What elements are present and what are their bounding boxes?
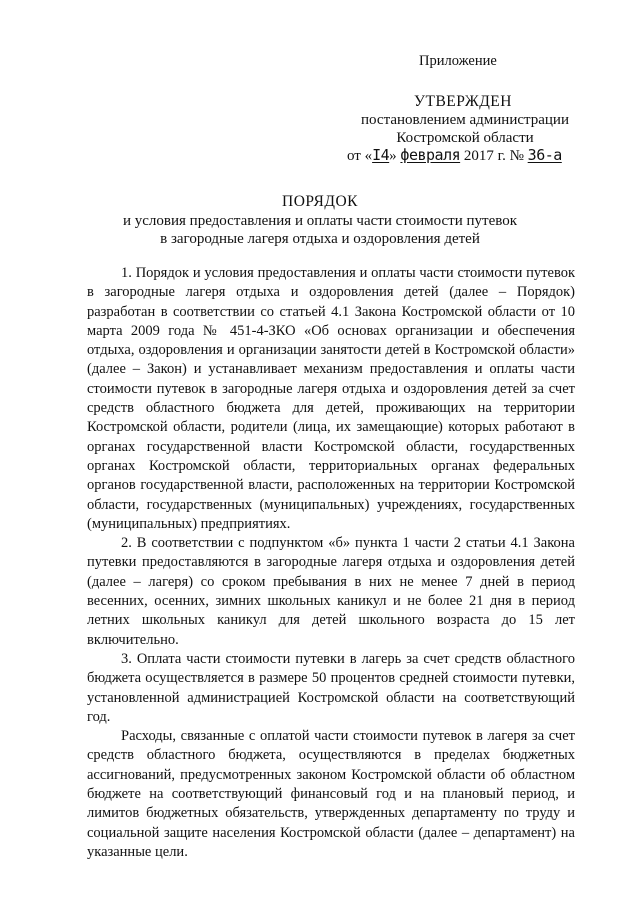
approved-heading: УТВЕРЖДЕН bbox=[414, 93, 512, 110]
paragraph-4: Расходы, связанные с оплатой части стоимости путевок в лагеря за счет средств областного бюджета, осуществляются в пределах бюджетных ассигнований, предусмотренных законом Костромской области об областном бюджете на соответствующий финансовый год и на плановый период, и лимитов бюджетных обязательств, утвержденных департаменту по труду и социальной защите населения Костромской области (далее – департамент) на указанные цели. bbox=[87, 728, 575, 860]
date-year: 2017 г. № bbox=[460, 148, 528, 164]
appendix-label: Приложение bbox=[419, 53, 497, 69]
document-subtitle-line-2: в загородные лагеря отдыха и оздоровления детей bbox=[160, 231, 480, 247]
date-mid: » bbox=[389, 148, 401, 164]
paragraph-1: 1. Порядок и условия предоставления и оплаты части стоимости путевок в загородные лагеря отдыха и оздоровления детей (далее – Порядок) разработан в соответствии со статьей 4.1 Закона Костромской области от 10 марта 2009 года № 451-4-ЗКО «Об основах организации и обеспечения отдыха, оздоровления и организации занятости детей в Костромской области» (далее – Закон) и устанавливает механизм предоставления и оплаты части стоимости путевок в загородные лагеря отдыха и оздоровления детей за счет средств областного бюджета для детей, проживающих на территории Костромской области, родители (лица, их замещающие) которых работают в органах государственной власти Костромской области, государственных органах Костромской области, территориальных органах федеральных органов государственной власти, расположенных на территории Костромской области, государственных (муниципальных) учреждениях, государственных (муниципальных) предприятиях. bbox=[87, 265, 575, 532]
approved-by-line-2: Костромской области bbox=[396, 130, 534, 146]
document-title: ПОРЯДОК bbox=[282, 193, 358, 210]
date-month: февраля bbox=[400, 146, 461, 164]
paragraph-2: 2. В соответствии с подпунктом «б» пункта 1 части 2 статьи 4.1 Закона путевки предоставляются в загородные лагеря отдыха и оздоровления детей (далее – лагеря) со сроком пребывания в них не менее 7 дней в период весенних, осенних, зимних школьных каникул и не более 21 дня в период летних школьных каникул для детей школьного возраста до 15 лет включительно. bbox=[87, 535, 575, 648]
document-subtitle-line-1: и условия предоставления и оплаты части стоимости путевок bbox=[123, 213, 517, 229]
approved-by-line-1: постановлением администрации bbox=[361, 112, 569, 128]
date-prefix: от « bbox=[347, 148, 373, 164]
date-day: I4 bbox=[372, 146, 390, 164]
document-body bbox=[87, 264, 575, 862]
approval-date-line bbox=[347, 146, 562, 165]
paragraph-3: 3. Оплата части стоимости путевки в лагерь за счет средств областного бюджета осуществляется в размере 50 процентов средней стоимости путевки, установленной администрацией Костромской области на соответствующий год. bbox=[87, 650, 575, 725]
decree-number: 36-а bbox=[527, 146, 562, 164]
